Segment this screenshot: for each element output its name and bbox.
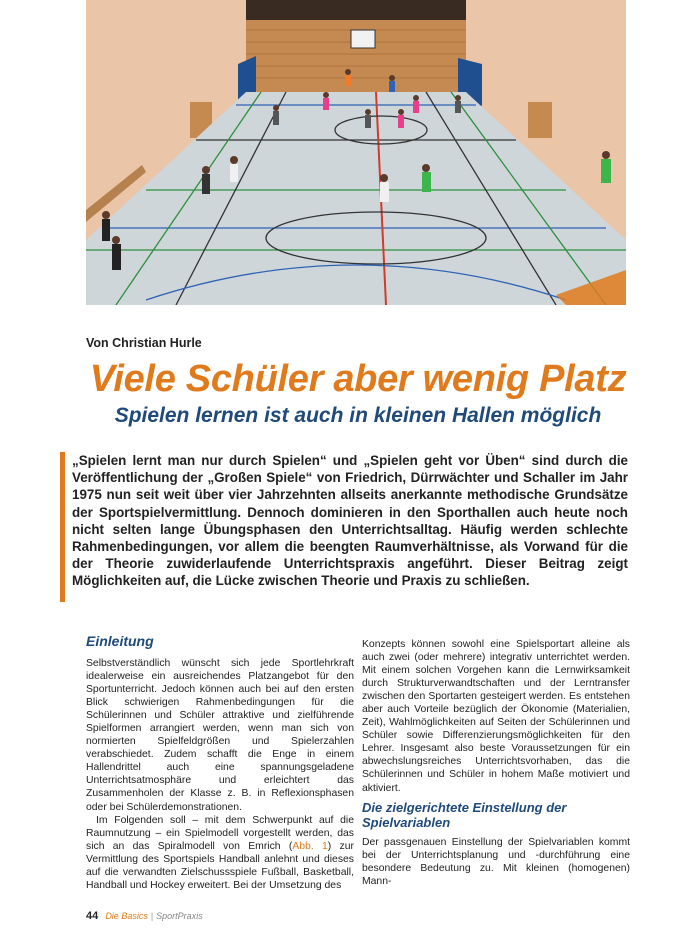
text-run: ) zur Vermittlung des Sportspiels Handball anlehnt und dieses auf die verwandten Zielschussspiele Fußball, Basketball, Handball und Hockey erweitert. Bei der Umsetzung des <box>86 840 354 891</box>
hero-photo <box>86 0 626 305</box>
lead-paragraph: „Spielen lernt man nur durch Spielen“ und „Spielen geht vor Üben“ sind durch die Veröffentlichung der „Großen Spiele“ von Friedrich, Dürrwächter und Schaller im Jahr 1975 nun seit weit über vier Jahrzehnten allseits anerkannte methodische Grundsätze der Sportspielvermittlung. Dennoch dominieren in den Sporthallen auch heute noch nicht selten lange Übungsphasen den Unterrichtsalltag. Häufig werden schlechte Rahmenbedingungen, vor allem die beengten Raumverhältnisse, als Vorwand für die der Theorie zuwiderlaufende Unterrichtspraxis angeführt. Dieser Beitrag zeigt Möglichkeiten auf, die Lücke zwischen Theorie und Praxis zu schließen. <box>72 453 628 589</box>
author-byline: Von Christian Hurle <box>86 336 202 350</box>
lead-accent-bar <box>60 452 65 602</box>
figure-reference-link[interactable]: Abb. 1 <box>292 840 328 852</box>
footer-section: SportPraxis <box>156 911 203 921</box>
article-subtitle: Spielen lernen ist auch in kleinen Hallen möglich <box>114 404 602 427</box>
right-column <box>362 638 630 888</box>
page-footer <box>86 910 203 922</box>
footer-separator: | <box>150 911 154 921</box>
body-paragraph: Selbstverständlich wünscht sich jede Sportlehrkraft idealerweise ein ausreichendes Platzangebot für den Sportunterricht. Jedoch können auch bei auf den ersten Blick schwierigen Rahmenbedingungen für die Schülerinnen und Schüler attraktive und zielführende Spielformen arrangiert werden, wenn man sich von normierten Spielfeldgrößen und Spielerzahlen verabschiedet. Zudem schafft die Enge in einem Hallendrittel auch eine spannungsgeladene Unterrichtsatmosphäre und erleichtert das Zusammenholen der Klasse z. B. in Reflexionsphasen oder bei Schülerdemonstrationen. <box>86 658 354 813</box>
body-paragraph: Konzepts können sowohl eine Spielsportart alleine als auch zwei (oder mehrere) integrativ unterrichtet werden. Mit einem solchen Vorgehen kann die Lernwirksamkeit durch Strukturverwandtschaften und der Lerntransfer zwischen den Sportarten gesteigert werden. Es entstehen aber auch Vorteile bezüglich der Ökonomie (Materialien, Zeit), Wahlmöglichkeiten auf Seiten der Schülerinnen und Schüler sowie Differenzierungsmöglichkeiten für den Lehrer. Insgesamt also beste Voraussetzungen für ein abwechslungsreiches Unterrichtsvorhaben, das die Schülerinnen und Schüler in hohem Maße motiviert und aktiviert. <box>362 639 630 794</box>
text-run: Im Folgenden soll – mit dem Schwerpunkt auf die Raumnutzung – ein Spielmodell vorgestellt werden, das sich an das Spiralmodell von Emrich ( <box>86 814 354 852</box>
footer-brand: Die Basics <box>105 911 148 921</box>
article-title: Viele Schüler aber wenig Platz <box>89 358 627 400</box>
body-paragraph: Der passgenauen Einstellung der Spielvariablen kommt bei der Unterrichtsplanung und -durchführung eine besondere Bedeutung zu. Mit kleinen (homogenen) Mann- <box>362 836 630 887</box>
left-column <box>86 633 354 892</box>
section-heading-introduction: Einleitung <box>86 633 154 649</box>
body-paragraph <box>86 814 354 892</box>
page-number: 44 <box>86 910 99 922</box>
section-heading-game-variables: Die zielgerichtete Einstellung der Spielvariablen <box>362 799 567 831</box>
sports-hall-photo <box>86 0 626 305</box>
